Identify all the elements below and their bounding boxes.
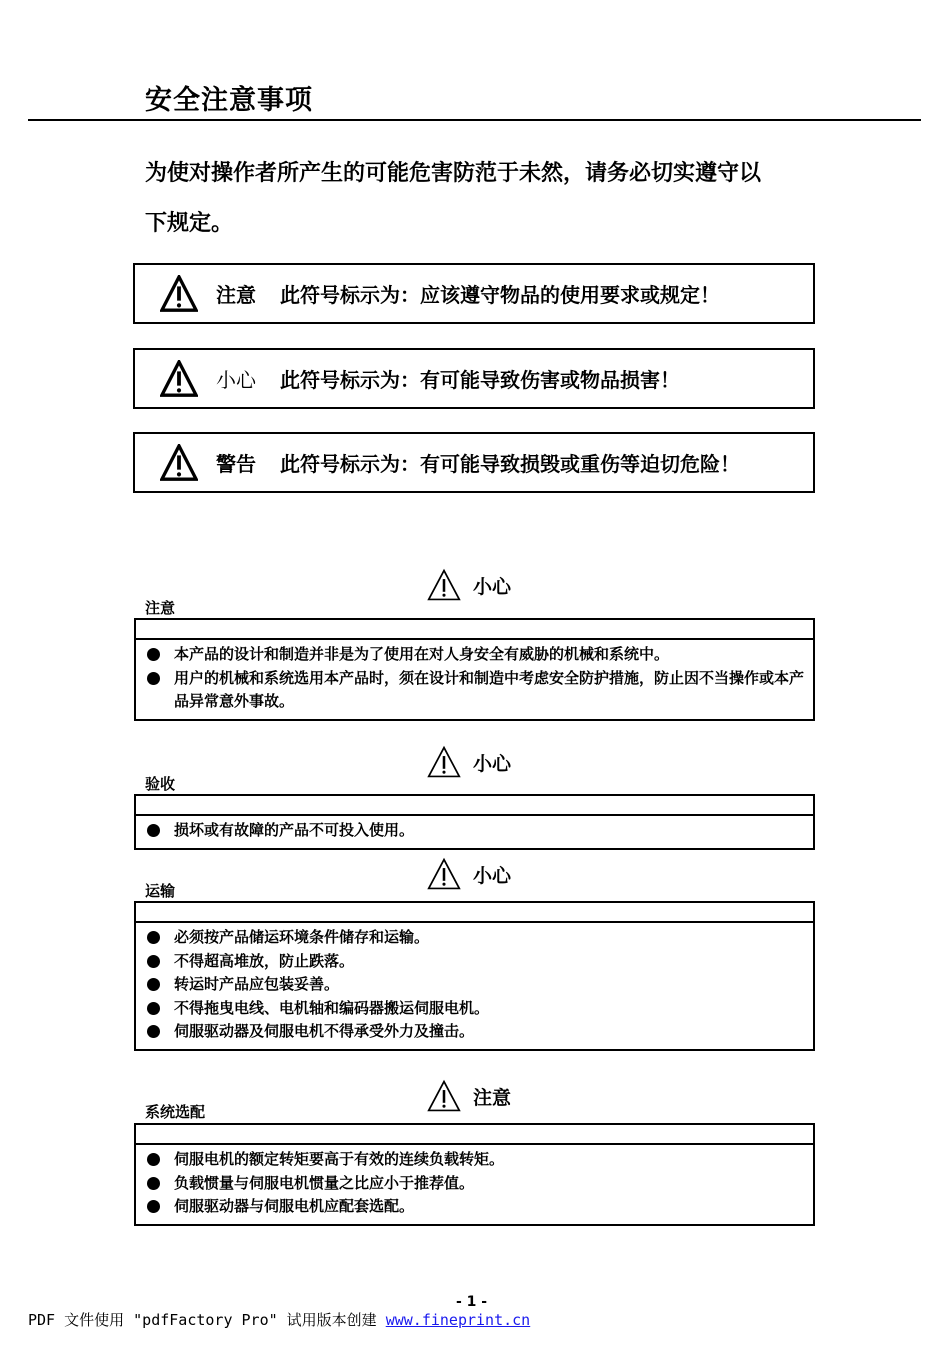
warning-triangle-icon: [160, 275, 198, 313]
intro-line-1: 为使对操作者所产生的可能危害防范于未然，请务必切实遵守以: [145, 161, 762, 186]
section-box: [134, 901, 815, 1051]
footer-text: PDF 文件使用 "pdfFactory Pro" 试用版本创建: [28, 1311, 386, 1329]
legend-term: 小心: [216, 368, 256, 392]
section-heading-text: 小心: [473, 575, 512, 598]
warning-triangle-icon: [427, 745, 461, 779]
list-item: 本产品的设计和制造并非是为了使用在对人身安全有威胁的机械和系统中。: [136, 643, 813, 667]
list-item: 必须按产品储运环境条件储存和运输。: [136, 926, 813, 950]
warning-triangle-icon: [160, 360, 198, 398]
section-label: 系统选配: [145, 1103, 206, 1121]
list-item: 不得超高堆放，防止跌落。: [136, 950, 813, 974]
list-item: 不得拖曳电线、电机轴和编码器搬运伺服电机。: [136, 997, 813, 1021]
list-item: 转运时产品应包装妥善。: [136, 973, 813, 997]
footer-link[interactable]: www.fineprint.cn: [385, 1311, 531, 1329]
warning-triangle-icon: [160, 444, 198, 482]
pdf-footer: [28, 1309, 530, 1330]
list-item: 用户的机械和系统选用本产品时，须在设计和制造中考虑安全防护措施，防止因不当操作或本产品异常意外事故。: [136, 667, 813, 714]
section-heading-text: 注意: [473, 1086, 512, 1109]
legend-term: 警告: [216, 452, 256, 476]
list-item: 伺服电机的额定转矩要高于有效的连续负载转矩。: [136, 1148, 813, 1172]
legend-box-caution: [133, 348, 815, 409]
section-heading: [427, 568, 511, 602]
title-divider: [28, 119, 921, 121]
list-item: 伺服驱动器及伺服电机不得承受外力及撞击。: [136, 1020, 813, 1044]
list-item: 损坏或有故障的产品不可投入使用。: [136, 819, 813, 843]
legend-description: 此符号标示为：有可能导致伤害或物品损害！: [280, 368, 680, 392]
section-box: [134, 618, 815, 721]
warning-triangle-icon: [427, 1079, 461, 1113]
warning-triangle-icon: [427, 568, 461, 602]
warning-triangle-icon: [427, 857, 461, 891]
section-box: [134, 794, 815, 850]
section-label: 验收: [145, 775, 176, 793]
section-label: 注意: [145, 599, 176, 617]
legend-term: 注意: [216, 283, 256, 307]
list-item: 负载惯量与伺服电机惯量之比应小于推荐值。: [136, 1172, 813, 1196]
section-heading: [427, 745, 511, 779]
section-label: 运输: [145, 882, 176, 900]
section-heading-text: 小心: [473, 864, 512, 887]
page-title: 安全注意事项: [145, 85, 313, 116]
legend-description: 此符号标示为：应该遵守物品的使用要求或规定！: [280, 283, 720, 307]
legend-box-attention: [133, 263, 815, 324]
legend-box-warning: [133, 432, 815, 493]
legend-description: 此符号标示为：有可能导致损毁或重伤等迫切危险！: [280, 452, 740, 476]
section-heading-text: 小心: [473, 752, 512, 775]
intro-line-2: 下规定。: [145, 211, 234, 236]
section-heading: [427, 1079, 511, 1113]
section-heading: [427, 857, 511, 891]
page-number: - 1 -: [456, 1294, 488, 1310]
list-item: 伺服驱动器与伺服电机应配套选配。: [136, 1195, 813, 1219]
section-box: [134, 1123, 815, 1226]
